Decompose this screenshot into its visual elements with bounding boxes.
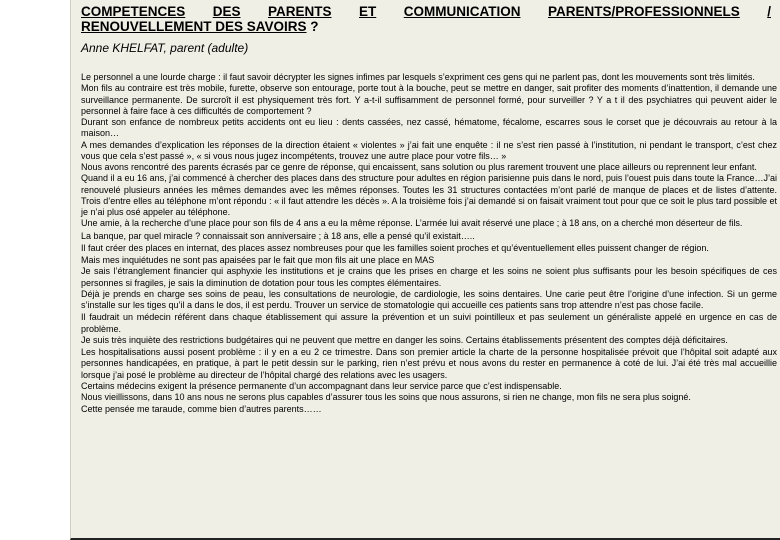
paragraph: Durant son enfance de nombreux petits accidents ont eu lieu : dents cassées, nez cassé, hématome, fécalome, escarres sous le corset que je découvrais au retour à la maison… bbox=[81, 117, 777, 139]
paragraph: Déjà je prends en charge ses soins de peau, les consultations de neurologie, de cardiologie, les soins dentaires. Une carie peut être l’origine d’une infection. Si un germe s’installe sur les tiges qu’il a dans le dos, il est perdu. Trouver un service de stomatologie qui accueille ces patients sans trop attendre n’est pas chose facile. bbox=[81, 288, 777, 310]
paragraph: Le personnel a une lourde charge : il faut savoir décrypter les signes infimes par lesquels s’expriment ces gens qui ne parlent pas, dont les mouvements sont très limités. bbox=[81, 72, 755, 82]
paragraph: A mes demandes d’explication les réponses de la direction étaient « violentes » j’ai fait une enquête : il ne s’est rien passé à l’institution, ni pendant le transport, c’est chez vous que cela s’est passé », « si vous nous jugez incompétents, trouvez une autre place pour votre fils… » bbox=[81, 139, 777, 161]
paragraph: Nous vieillissons, dans 10 ans nous ne serons plus capables d’assurer tous les soins que nous assurons, si rien ne change, mon fils ne sera plus soigné. bbox=[81, 392, 691, 402]
paragraph: Une amie, à la recherche d’une place pour son fils de 4 ans a eu la même réponse. L’armée lui avait réservé une place ; à 18 ans, on a cherché mon déserteur de fils. bbox=[81, 218, 743, 229]
heading-line-2 bbox=[81, 19, 771, 34]
heading-word: COMPETENCES bbox=[81, 4, 186, 19]
heading-line-1 bbox=[81, 4, 771, 19]
heading-suffix: ? bbox=[306, 19, 319, 34]
paragraph: Je sais l’étranglement financier qui asphyxie les institutions et je crains que les prises en charge et les soins ne soient plus suffisants pour les besoin spécifiques de ces personnes si fragiles, je sais la diminution de dotation pour tous les comptes élémentaires. bbox=[81, 266, 777, 288]
author-line: Anne KHELFAT, parent (adulte) bbox=[81, 41, 249, 55]
paragraph: La banque, par quel miracle ? connaissait son anniversaire ; à 18 ans, elle a pensé qu’il existait….. bbox=[81, 230, 475, 241]
paragraph: Je suis très inquiète des restrictions budgétaires qui ne peuvent que mettre en danger les soins. Certains établissements présentent des comptes déjà déficitaires. bbox=[81, 334, 728, 345]
paragraph: Cette pensée me taraude, comme bien d’autres parents…… bbox=[81, 404, 322, 415]
heading-word: PARENTS/PROFESSIONNELS bbox=[547, 4, 740, 19]
paragraph: Il faut créer des places en internat, des places assez nombreuses pour que les familles soient proches et qu’éventuellement elles puissent changer de région. bbox=[81, 242, 709, 253]
paragraph: Mais mes inquiétudes ne sont pas apaisées par le fait que mon fils ait une place en MAS bbox=[81, 255, 435, 265]
heading-underlined-part: RENOUVELLEMENT DES SAVOIRS bbox=[81, 19, 307, 34]
heading-word: DES bbox=[212, 4, 241, 19]
paragraph: Il faudrait un médecin référent dans chaque établissement qui assure la prévention et un suivi pointilleux et pas seulement un généraliste appelé en urgence en cas de problème. bbox=[81, 312, 777, 334]
heading-word: / bbox=[767, 4, 771, 19]
paragraph: Les hospitalisations aussi posent problème : il y en a eu 2 ce trimestre. Dans son premier article la charte de la personne hospitalisée prévoit que l’hôpital soit adapté aux personnes handicapées, en pratique, à part le petit dessin sur le parking, rien n’est prévu et nous avons du rester en permanence à coté de lui. J’ai été très mal accueillie lorsque j’ai posé le problème au directeur de l’hôpital chargé des relations avec les usagers. bbox=[81, 347, 777, 380]
paragraph: Certains médecins exigent la présence permanente d’un accompagnant dans leur service parce que c’est indispensable. bbox=[81, 380, 562, 391]
paragraph: Quand il a eu 16 ans, j’ai commencé à chercher des places dans des structure pour adultes en région parisienne puis dans le nord, puis l’ouest puis dans toute la France…J’ai renouvelé plusieurs années les mêmes demandes avec les mêmes réponses. Toutes les 31 structures contactées m’ont parlé de manque de places et de listes d’attente. Trois d’entre elles au téléphone m’ont répondu : « il faut attendre les décès ». A la troisième fois j’ai demandé si on faisait vraiment tout pour que ce soit le plus tard possible et je n’ai plus osé appeler au téléphone. bbox=[81, 173, 777, 217]
document-frame bbox=[70, 0, 780, 540]
heading-word: PARENTS bbox=[268, 4, 332, 19]
heading-word: ET bbox=[359, 4, 377, 19]
paragraph: Mon fils au contraire est très mobile, furette, observe son entourage, porte tout à la bouche, peut se mettre en danger, sait profiter des moments d’inattention, il demande une surveillance permanente. De surcroît il est physiquement très fort. Y a-t-il suffisamment de personnel formé, pour surveiller ? Y a t il des psychiatres qui peuvent aider le personnel à faire face à ces difficultés de comportement ? bbox=[81, 83, 777, 116]
document-heading bbox=[81, 4, 771, 34]
document-body bbox=[81, 72, 777, 416]
heading-word: COMMUNICATION bbox=[403, 4, 521, 19]
paragraph: Nous avons rencontré des parents écrasés par ce genre de réponse, qui encaissent, sans solution ou plus rarement trouvent une place ailleurs ou reprennent leur enfant. bbox=[81, 162, 757, 172]
